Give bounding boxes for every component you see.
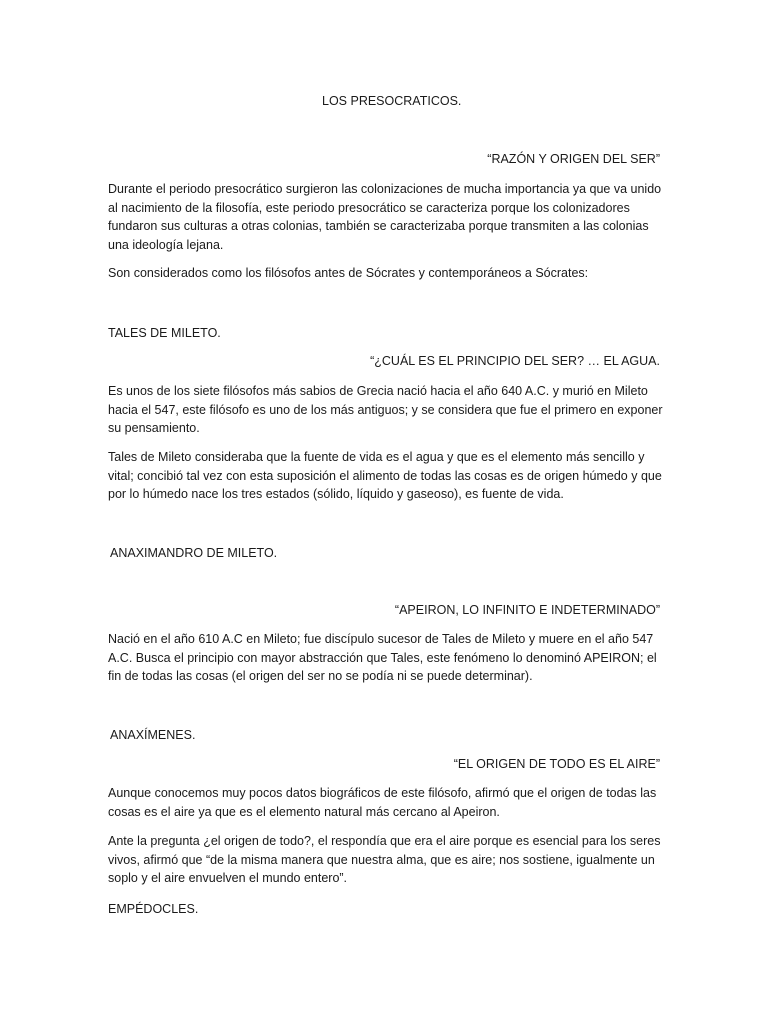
section-quote-tales: “¿CUÁL ES EL PRINCIPIO DEL SER? … EL AGUA. [370,354,660,368]
section-quote-anaximenes: “EL ORIGEN DE TODO ES EL AIRE” [453,757,660,771]
section-heading-tales: TALES DE MILETO. [108,326,221,340]
section-heading-anaximenes: ANAXÍMENES. [110,728,196,742]
intro-subtitle: “RAZÓN Y ORIGEN DEL SER” [487,152,660,166]
section-paragraph: Aunque conocemos muy pocos datos biográficos de este filósofo, afirmó que el origen de todas las cosas es el aire ya que es el elemento natural más cercano al Apeiron. [108,786,657,819]
section-heading-anaximandro: ANAXIMANDRO DE MILETO. [110,546,278,560]
intro-paragraph: Durante el periodo presocrático surgieron las colonizaciones de mucha importancia ya que va unido al nacimiento de la filosofía, este periodo presocrático se caracteriza porque los colonizadores fundaron sus culturas a otras colonias, también se caracterizaba porque transmiten a las colonias una ideología lejana. [108,182,662,252]
section-paragraph: Es unos de los siete filósofos más sabios de Grecia nació hacia el año 640 A.C. y murió en Mileto hacia el 547, este filósofo es uno de los más antiguos; y se considera que fue el primero en exponer su pensamiento. [108,384,663,435]
section-paragraph: Nació en el año 610 A.C en Mileto; fue discípulo sucesor de Tales de Mileto y muere en el año 547 A.C. Busca el principio con mayor abstracción que Tales, este fenómeno lo denominó APEIRON; el fin de todas las cosas (el origen del ser no se podía ni se puede determinar). [108,632,657,683]
intro-paragraph: Son considerados como los filósofos antes de Sócrates y contemporáneos a Sócrates: [108,266,589,280]
section-quote-anaximandro: “APEIRON, LO INFINITO E INDETERMINADO” [394,603,660,617]
section-paragraph: Ante la pregunta ¿el origen de todo?, el respondía que era el aire porque es esencial para los seres vivos, afirmó que “de la misma manera que nuestra alma, que es aire; nos sostiene, igualmente un soplo y el aire envuelven el mundo entero”. [108,834,661,885]
document-title: LOS PRESOCRATICOS. [322,94,462,108]
section-heading-empedocles: EMPÉDOCLES. [108,902,199,916]
section-paragraph: Tales de Mileto consideraba que la fuente de vida es el agua y que es el elemento más sencillo y vital; concibió tal vez con esta suposición el alimento de todas las cosas es de origen húmedo y que por lo húmedo nace los tres estados (sólido, líquido y gaseoso), es fuente de vida. [108,450,662,501]
